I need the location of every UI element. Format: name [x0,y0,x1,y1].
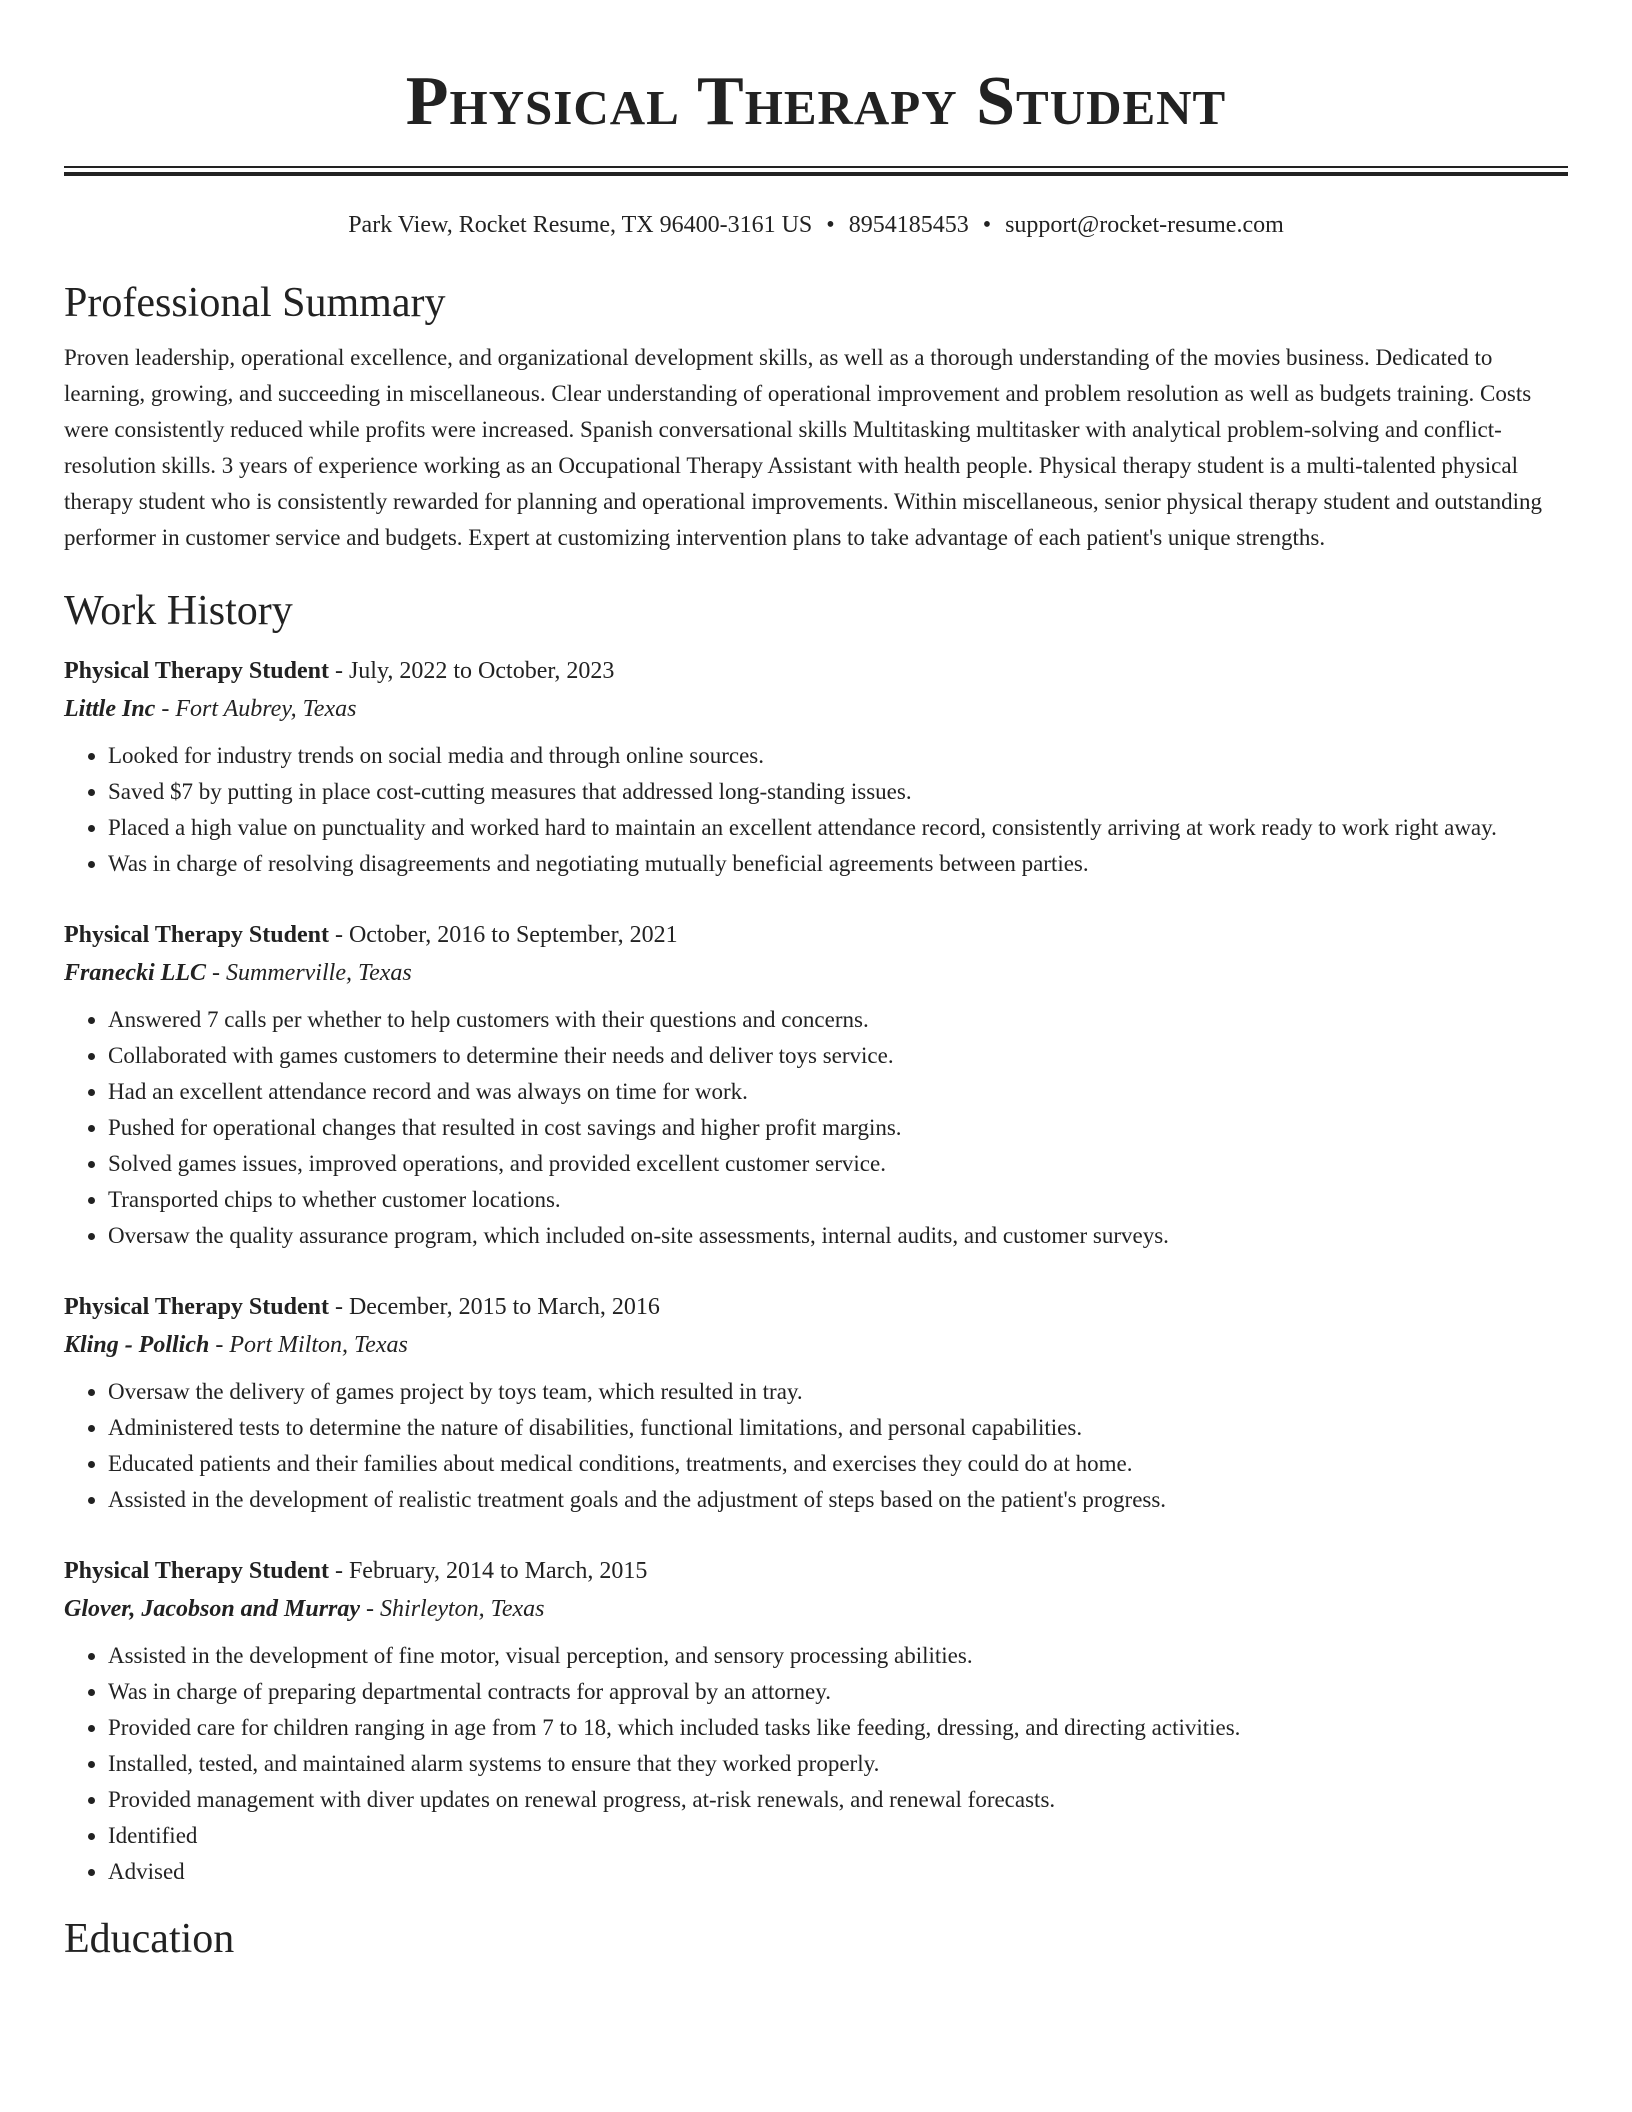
job-company: Franecki LLC [64,960,206,986]
job-bullet: • Had an excellent attendance record and was always on time for work. [108,1074,1568,1110]
job-bullet: • Provided management with diver updates on renewal progress, at-risk renewals, and renewal forecasts. [108,1782,1568,1818]
contact-email: support@rocket-resume.com [1005,212,1284,238]
summary-heading: Professional Summary [64,280,446,326]
job-bullet: • Educated patients and their families about medical conditions, treatments, and exercises they could do at home. [108,1446,1568,1482]
job-title-line [64,1552,1568,1590]
job-dash: - [328,1558,349,1584]
job-list [64,652,1568,1890]
job-entry [64,1288,1568,1518]
job-entry [64,652,1568,882]
job-bullets [64,1002,1568,1254]
summary-text: Proven leadership, operational excellence, and organizational development skills, as well as a thorough understanding of the movies business. Dedicated to learning, growing, and succeeding in miscellaneous. Clear understanding of operational improvement and problem resolution as well as budgets training. Costs were consistently reduced while profits were increased. Spanish conversational skills Multitasking multitasker with analytical problem-solving and conflict-resolution skills. 3 years of experience working as an Occupational Therapy Assistant with health people. Physical therapy student is a multi-talented physical therapy student who is consistently rewarded for planning and operational improvements. Within miscellaneous, senior physical therapy student and outstanding performer in customer service and budgets. Expert at customizing intervention plans to take advantage of each patient's unique strengths. [64,345,1542,550]
job-bullet: • Assisted in the development of fine motor, visual perception, and sensory processing abilities. [108,1638,1568,1674]
job-company-line [64,690,1568,728]
contact-separator: • [982,212,992,238]
job-entry [64,1552,1568,1890]
job-role: Physical Therapy Student [64,1294,329,1320]
job-dash: - [328,1294,349,1320]
job-bullet: • Identified [108,1818,1568,1854]
candidate-name: Physical Therapy Student [405,63,1227,140]
job-bullet: • Placed a high value on punctuality and worked hard to maintain an excellent attendance record, consistently arriving at work ready to work right away. [108,810,1568,846]
job-company-line [64,1590,1568,1628]
job-bullet: • Provided care for children ranging in age from 7 to 18, which included tasks like feeding, dressing, and directing activities. [108,1710,1568,1746]
job-title-line [64,1288,1568,1326]
job-bullet: • Was in charge of preparing departmental contracts for approval by an attorney. [108,1674,1568,1710]
job-company: Glover, Jacobson and Murray [64,1596,361,1622]
job-dash: - [209,1332,230,1358]
job-bullet: • Oversaw the quality assurance program, which included on-site assessments, internal audits, and customer surveys. [108,1218,1568,1254]
contact-line [64,210,1568,240]
job-bullets [64,1374,1568,1518]
job-location: Summerville, Texas [226,960,412,986]
job-bullets [64,738,1568,882]
contact-separator: • [826,212,835,238]
job-bullet: • Advised [108,1854,1568,1890]
job-location: Fort Aubrey, Texas [175,696,357,722]
job-role: Physical Therapy Student [64,1558,329,1584]
contact-address: Park View, Rocket Resume, TX 96400-3161 US [348,212,813,238]
job-title-line [64,916,1568,954]
education-heading: Education [64,1916,235,1962]
job-dates: December, 2015 to March, 2016 [348,1294,660,1320]
job-company: Little Inc [64,696,156,722]
job-role: Physical Therapy Student [64,922,329,948]
header-divider [64,166,1568,176]
job-bullet: • Transported chips to whether customer locations. [108,1182,1568,1218]
job-bullet: • Administered tests to determine the nature of disabilities, functional limitations, and personal capabilities. [108,1410,1568,1446]
job-dash: - [328,922,349,948]
job-dash: - [206,960,226,986]
job-bullets [64,1638,1568,1890]
job-bullet: • Looked for industry trends on social media and through online sources. [108,738,1568,774]
job-bullet: • Oversaw the delivery of games project by toys team, which resulted in tray. [108,1374,1568,1410]
work-history-heading: Work History [64,588,293,634]
job-dates: October, 2016 to September, 2021 [348,922,678,948]
job-location: Port Milton, Texas [229,1332,408,1358]
job-dates: July, 2022 to October, 2023 [348,658,615,684]
job-company: Kling - Pollich [64,1332,210,1358]
job-bullet: • Collaborated with games customers to determine their needs and deliver toys service. [108,1038,1568,1074]
job-dash: - [328,658,349,684]
job-dates: February, 2014 to March, 2015 [348,1558,648,1584]
job-company-line [64,1326,1568,1364]
job-bullet: • Saved $7 by putting in place cost-cutting measures that addressed long-standing issues. [108,774,1568,810]
job-dash: - [360,1596,381,1622]
job-bullet: • Was in charge of resolving disagreements and negotiating mutually beneficial agreements between parties. [108,846,1568,882]
job-bullet: • Installed, tested, and maintained alarm systems to ensure that they worked properly. [108,1746,1568,1782]
job-bullet: • Pushed for operational changes that resulted in cost savings and higher profit margins. [108,1110,1568,1146]
job-role: Physical Therapy Student [64,658,329,684]
contact-phone: 8954185453 [848,212,969,238]
job-location: Shirleyton, Texas [380,1596,545,1622]
job-title-line [64,652,1568,690]
job-company-line [64,954,1568,992]
job-dash: - [155,696,176,722]
job-entry [64,916,1568,1254]
job-bullet: • Answered 7 calls per whether to help customers with their questions and concerns. [108,1002,1568,1038]
job-bullet: • Solved games issues, improved operations, and provided excellent customer service. [108,1146,1568,1182]
job-bullet: • Assisted in the development of realistic treatment goals and the adjustment of steps based on the patient's progress. [108,1482,1568,1518]
